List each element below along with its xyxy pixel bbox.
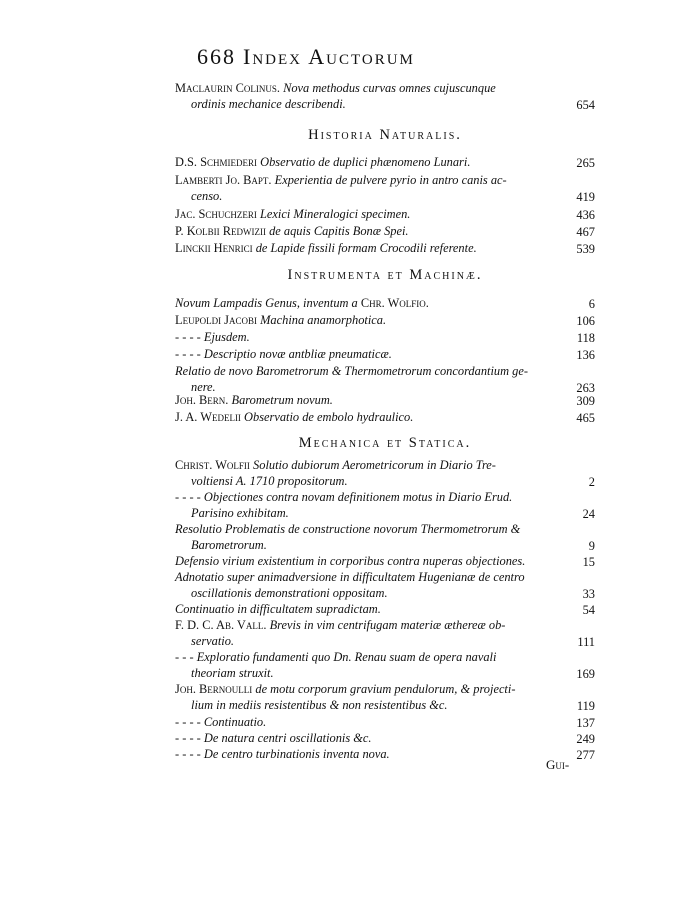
- entry-author: P. Kolbii Redwizii: [175, 224, 266, 238]
- entry-author: F. D. C. Ab. Vall.: [175, 618, 267, 632]
- entry-page: 137: [576, 716, 595, 730]
- entry-continuation: voltiensi A. 1710 propositorum.: [191, 473, 348, 488]
- entry-title: Objectiones contra novam definitionem motus in Diario Erud.: [203, 490, 513, 504]
- index-entry: [175, 731, 595, 747]
- index-entry: [175, 224, 595, 240]
- entry-continuation: theoriam struxit.: [191, 665, 274, 680]
- entry-title: De natura centri oscillationis &c.: [203, 731, 372, 745]
- entry-page: 24: [582, 506, 595, 521]
- entry-title: Nova methodus curvas omnes cujuscunque: [283, 81, 496, 95]
- entry-page: 6: [588, 297, 595, 311]
- entry-title: Novum Lampadis Genus, inventum a: [175, 296, 358, 310]
- entry-title: Continuatio.: [203, 715, 267, 729]
- entry-page: 33: [582, 586, 595, 601]
- entry-title: Defensio virium existentium in corporibus contra nuperas objectiones.: [175, 554, 526, 568]
- entry-page: 467: [576, 225, 595, 239]
- entry-title: Brevis in vim centrifugam materiæ æthereæ ob-: [269, 618, 506, 632]
- entry-page: 106: [576, 314, 595, 328]
- section-heading: Mechanica et Statica.: [298, 435, 472, 451]
- entry-page: 277: [576, 748, 595, 762]
- index-entry: [175, 241, 595, 257]
- entry-page: 169: [576, 666, 595, 681]
- section-heading: Instrumenta et Machinæ.: [287, 267, 483, 283]
- entry-title: Barometrum novum.: [231, 393, 333, 407]
- section-heading: Historia Naturalis.: [308, 127, 462, 143]
- index-entry: [175, 522, 595, 553]
- index-entry: [175, 602, 595, 618]
- entry-title: de Lapide fissili formam Crocodili referente.: [255, 241, 477, 255]
- entry-page: 119: [576, 698, 595, 713]
- entry-author: D.S. Schmiederi: [175, 155, 258, 169]
- index-entry: [175, 458, 595, 489]
- entry-title: Resolutio Problematis de constructione novorum Thermometrorum &: [175, 522, 521, 536]
- index-entry: [175, 618, 595, 649]
- entry-author: Leupoldi Jacobi: [175, 313, 257, 327]
- entry-title: Ejusdem.: [203, 330, 250, 344]
- entry-author: Chr. Wolfio.: [360, 296, 429, 310]
- entry-page: 419: [576, 189, 595, 204]
- page-number: 668: [197, 44, 236, 69]
- index-entry: [175, 682, 595, 713]
- entry-page: 539: [576, 242, 595, 256]
- index-entry: [175, 313, 595, 329]
- index-entry: [175, 207, 595, 223]
- entry-title: Exploratio fundamenti quo Dn. Renau suam de opera navali: [196, 650, 497, 664]
- index-entry: [175, 347, 595, 363]
- entry-author: Linckii Henrici: [175, 241, 253, 255]
- entry-author: Joh. Bern.: [175, 393, 229, 407]
- entry-page: 2: [588, 474, 595, 489]
- entry-title: Relatio de novo Barometrorum & Thermometrorum concordantium ge-: [175, 364, 528, 378]
- entry-title: Experientia de pulvere pyrio in antro canis ac-: [274, 173, 507, 187]
- index-entry: [175, 364, 595, 395]
- catchword: Gui-: [546, 757, 570, 772]
- index-entry: [175, 410, 595, 426]
- entry-continuation: censo.: [191, 188, 223, 203]
- entry-title: Observatio de duplici phænomeno Lunari.: [260, 155, 471, 169]
- entry-continuation: nere.: [191, 379, 216, 394]
- entry-author: - - -: [175, 650, 194, 664]
- entry-title: De centro turbinationis inventa nova.: [203, 747, 390, 761]
- index-entry: [175, 650, 595, 681]
- index-entry: [175, 747, 595, 763]
- entry-title: Solutio dubiorum Aerometricorum in Diario Tre-: [253, 458, 496, 472]
- entry-title: Adnotatio super animadversione in difficultatem Hugenianæ de centro: [175, 570, 525, 584]
- index-entry: [175, 554, 595, 570]
- entry-author: - - - -: [175, 715, 201, 729]
- entry-author: Christ. Wolfii: [175, 458, 250, 472]
- index-entry: [175, 296, 595, 312]
- entry-page: 265: [576, 156, 595, 170]
- entry-author: J. A. Wedelii: [175, 410, 241, 424]
- index-entry: [175, 330, 595, 346]
- entry-page: 309: [576, 394, 595, 408]
- entry-continuation: servatio.: [191, 633, 235, 648]
- entry-page: 249: [576, 732, 595, 746]
- entry-page: 654: [576, 97, 595, 112]
- index-entry: [175, 715, 595, 731]
- entry-page: 54: [582, 603, 595, 617]
- entry-author: Jac. Schuchzeri: [175, 207, 257, 221]
- index-entry: [175, 393, 595, 409]
- entry-title: Machina anamorphotica.: [260, 313, 387, 327]
- entry-title: Continuatio in difficultatem supradictam.: [175, 602, 381, 616]
- entry-continuation: ordinis mechanice describendi.: [191, 96, 346, 111]
- entry-title: Observatio de embolo hydraulico.: [244, 410, 414, 424]
- entry-page: 263: [576, 380, 595, 395]
- index-entry: [175, 81, 595, 112]
- running-header: [197, 44, 617, 74]
- entry-title: Descriptio novæ antbliæ pneumaticæ.: [203, 347, 392, 361]
- entry-title: de aquis Capitis Bonæ Spei.: [269, 224, 409, 238]
- entry-author: - - - -: [175, 747, 201, 761]
- entry-page: 118: [576, 331, 595, 345]
- entry-author: - - - -: [175, 347, 201, 361]
- entry-author: Maclaurin Colinus.: [175, 81, 280, 95]
- entry-continuation: oscillationis demonstrationi oppositam.: [191, 585, 388, 600]
- entry-author: Lamberti Jo. Bapt.: [175, 173, 272, 187]
- page-title: Index Auctorum: [243, 44, 415, 69]
- entry-continuation: Barometrorum.: [191, 537, 267, 552]
- entry-author: - - - -: [175, 330, 201, 344]
- entry-author: - - - -: [175, 731, 201, 745]
- entry-page: 465: [576, 411, 595, 425]
- entry-author: - - - -: [175, 490, 201, 504]
- index-entry: [175, 570, 595, 601]
- index-entry: [175, 155, 595, 171]
- entry-continuation: Parisino exhibitam.: [191, 505, 289, 520]
- entry-page: 15: [582, 555, 595, 569]
- entry-author: Joh. Bernoulli: [175, 682, 253, 696]
- entry-page: 436: [576, 208, 595, 222]
- entry-title: de motu corporum gravium pendulorum, & projecti-: [255, 682, 516, 696]
- entry-continuation: lium in mediis resistentibus & non resistentibus &c.: [191, 697, 448, 712]
- index-entry: [175, 173, 595, 204]
- entry-title: Lexici Mineralogici specimen.: [260, 207, 411, 221]
- index-entry: [175, 490, 595, 521]
- entry-page: 136: [576, 348, 595, 362]
- entry-page: 9: [588, 538, 595, 553]
- entry-page: 111: [577, 634, 595, 649]
